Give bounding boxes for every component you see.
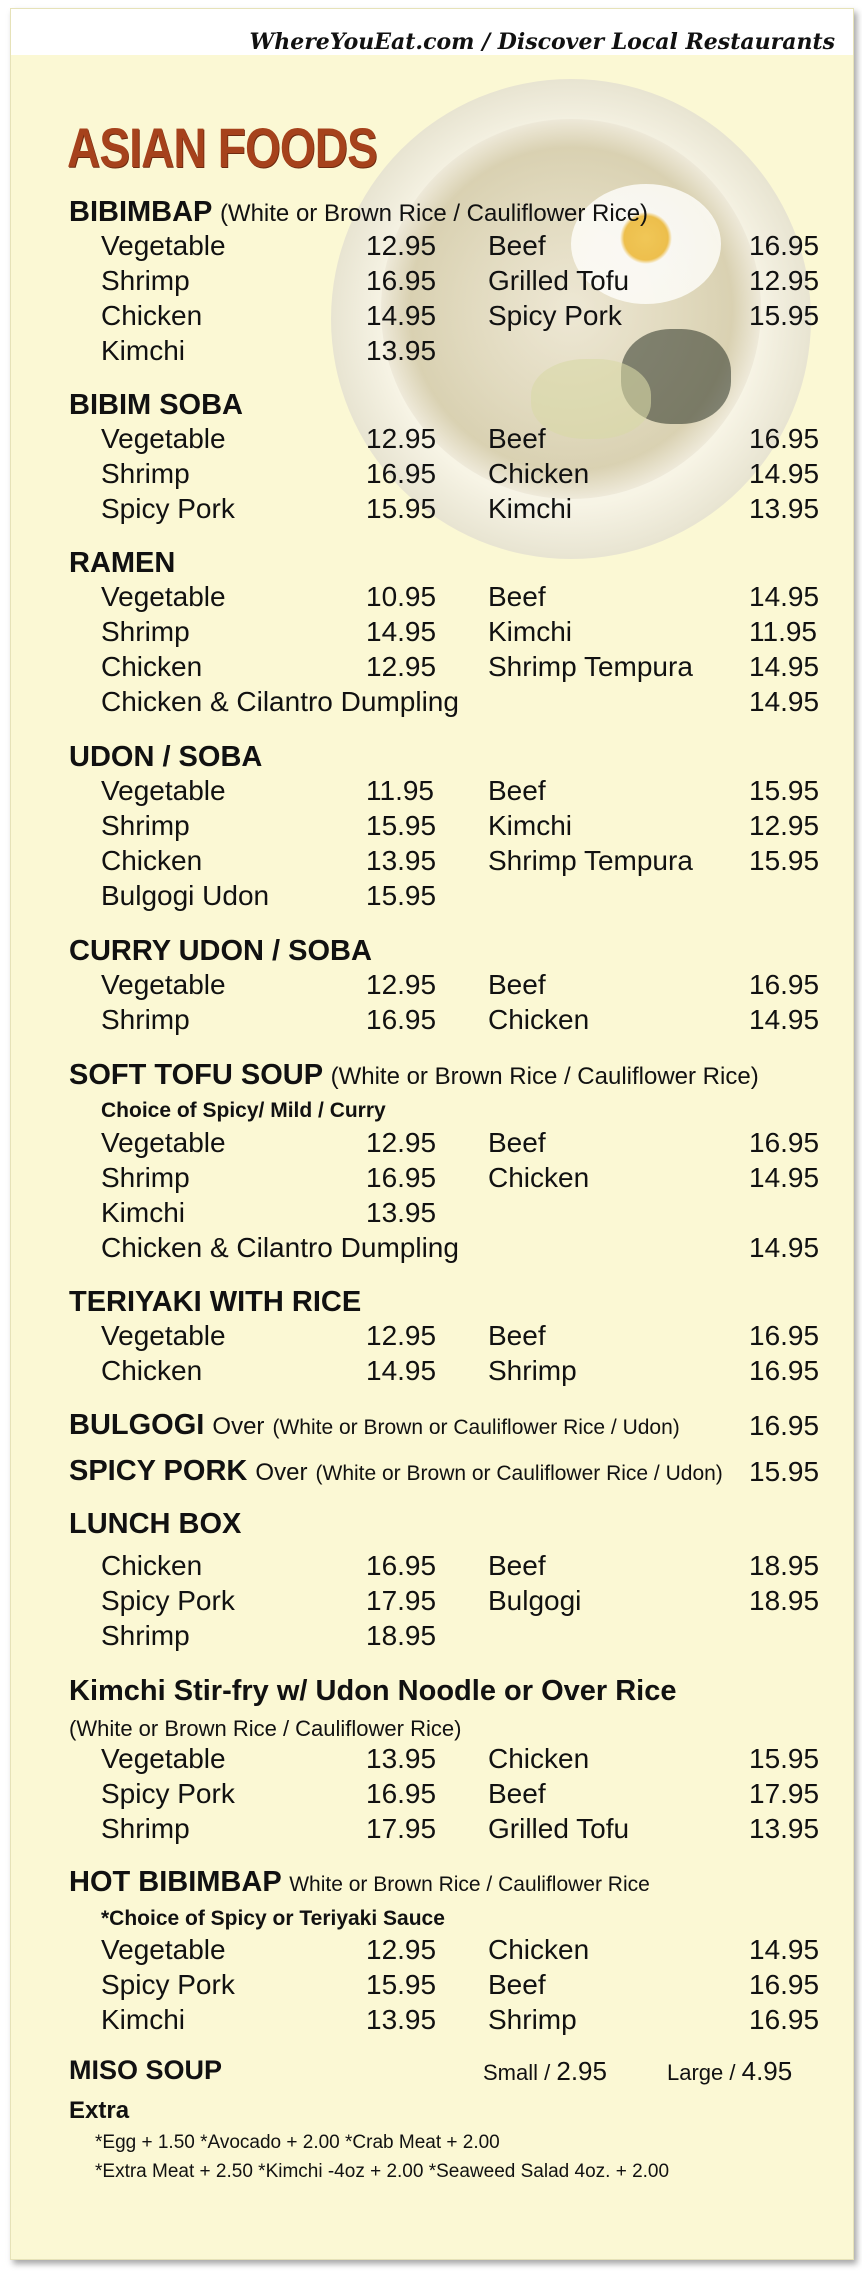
menu-item-price: 16.95 [749, 2004, 820, 2035]
extra-line-2: *Extra Meat + 2.50 *Kimchi -4oz + 2.00 *Seaweed Salad 4oz. + 2.00 [95, 2161, 670, 2182]
section-lunch-box-heading: LUNCH BOX [69, 1508, 242, 1540]
menu-item-price: 12.95 [366, 230, 437, 261]
menu-item-price: 14.95 [749, 458, 820, 489]
extra-line-1: *Egg + 1.50 *Avocado + 2.00 *Crab Meat + 2.00 [95, 2132, 500, 2153]
menu-item-name: Shrimp [101, 810, 190, 841]
section-over: Over [212, 1413, 265, 1440]
menu-item-name: Shrimp [101, 1162, 190, 1193]
menu-item-price: 13.95 [366, 1743, 437, 1774]
section-teriyaki-heading: TERIYAKI WITH RICE [69, 1286, 362, 1318]
menu-item-price: 13.95 [749, 493, 820, 524]
menu-item-name: Beef [488, 775, 546, 806]
menu-item-name: Spicy Pork [488, 300, 622, 331]
menu-item-price: 13.95 [366, 845, 437, 876]
menu-item-price: 15.95 [749, 1743, 820, 1774]
menu-item-price: 14.95 [749, 1934, 820, 1965]
menu-item-name: Beef [488, 1778, 546, 1809]
menu-item-price: 15.95 [366, 1969, 437, 2000]
miso-large-label: Large / [667, 2060, 736, 2085]
menu-item-name: Chicken [101, 651, 203, 682]
section-choice-note: *Choice of Spicy or Teriyaki Sauce [101, 1907, 445, 1930]
menu-item-price: 17.95 [366, 1813, 437, 1844]
menu-item-name: Vegetable [101, 1127, 226, 1158]
menu-item-name: Spicy Pork [101, 493, 235, 524]
menu-item-name: Vegetable [101, 1743, 226, 1774]
miso-small [483, 2056, 607, 2087]
menu-item-name: Chicken [101, 1550, 203, 1581]
menu-item-price: 16.95 [366, 1550, 437, 1581]
menu-item-name: Chicken [488, 1743, 590, 1774]
menu-item-name: Vegetable [101, 1320, 226, 1351]
menu-item-price: 18.95 [749, 1585, 820, 1616]
menu-item-name: Kimchi [488, 493, 573, 524]
menu-item-price: 13.95 [366, 335, 437, 366]
menu-item-name: Chicken [101, 845, 203, 876]
menu-item-price: 17.95 [366, 1585, 437, 1616]
menu-item-name: Bulgogi Udon [101, 880, 270, 911]
section-subnote: (White or Brown Rice / Cauliflower Rice) [69, 1716, 462, 1741]
menu-item-name: Vegetable [101, 423, 226, 454]
menu-item-name: Vegetable [101, 230, 226, 261]
menu-item-price: 14.95 [749, 651, 820, 682]
section-note: White or Brown Rice / Cauliflower Rice [289, 1873, 650, 1896]
section-extra-heading: Extra [69, 2097, 130, 2124]
menu-item-price: 16.95 [366, 1162, 437, 1193]
menu-item-name: Beef [488, 581, 546, 612]
menu-item-price: 18.95 [749, 1550, 820, 1581]
section-price: 16.95 [749, 1410, 820, 1441]
section-name: SPICY PORK [69, 1455, 248, 1487]
menu-item-name: Kimchi [101, 1197, 186, 1228]
section-price: 15.95 [749, 1456, 820, 1487]
section-curry-heading: CURRY UDON / SOBA [69, 935, 372, 967]
menu-item-name: Spicy Pork [101, 1969, 235, 2000]
menu-item-price: 15.95 [749, 845, 820, 876]
section-hot-bibimbap-heading [69, 1866, 650, 1899]
menu-item-name: Shrimp [488, 2004, 577, 2035]
menu-item-price: 14.95 [749, 581, 820, 612]
section-udon-soba-heading: UDON / SOBA [69, 741, 263, 773]
menu-item-name: Chicken & Cilantro Dumpling [101, 1232, 459, 1263]
section-note: (White or Brown or Cauliflower Rice / Udon) [272, 1416, 680, 1439]
section-spicy-pork-heading [69, 1455, 723, 1488]
menu-item-price: 12.95 [749, 810, 820, 841]
bean-sprouts-photo [531, 359, 651, 439]
section-name: HOT BIBIMBAP [69, 1866, 282, 1898]
menu-title: ASIAN FOODS [67, 116, 377, 179]
section-over: Over [255, 1459, 308, 1486]
menu-item-price: 15.95 [749, 775, 820, 806]
menu-item-price: 12.95 [749, 265, 820, 296]
menu-item-price: 14.95 [749, 1162, 820, 1193]
menu-item-price: 11.95 [366, 775, 434, 806]
section-choice-note: Choice of Spicy/ Mild / Curry [101, 1099, 386, 1122]
menu-item-name: Shrimp [101, 1813, 190, 1844]
site-banner: WhereYouEat.com / Discover Local Restaurants [249, 29, 835, 55]
menu-item-price: 14.95 [366, 1355, 437, 1386]
menu-item-name: Chicken [488, 458, 590, 489]
section-name: BIBIMBAP [69, 196, 212, 228]
menu-item-name: Grilled Tofu [488, 1813, 630, 1844]
menu-item-price: 14.95 [749, 1232, 820, 1263]
menu-item-name: Kimchi [101, 335, 186, 366]
section-note: (White or Brown Rice / Cauliflower Rice) [219, 200, 649, 227]
menu-item-price: 13.95 [749, 1813, 820, 1844]
menu-item-name: Beef [488, 230, 546, 261]
header-bar [11, 9, 853, 55]
miso-small-price: 2.95 [556, 2056, 607, 2086]
menu-item-price: 14.95 [749, 1004, 820, 1035]
menu-item-price: 16.95 [366, 1004, 437, 1035]
menu-item-name: Vegetable [101, 969, 226, 1000]
menu-item-name: Chicken [101, 300, 203, 331]
miso-small-label: Small / [483, 2060, 551, 2085]
menu-item-price: 12.95 [366, 423, 437, 454]
menu-item-name: Vegetable [101, 1934, 226, 1965]
menu-item-name: Vegetable [101, 581, 226, 612]
menu-item-name: Shrimp [101, 458, 190, 489]
menu-item-name: Beef [488, 1969, 546, 2000]
section-miso-heading: MISO SOUP [69, 2055, 223, 2085]
menu-item-name: Beef [488, 1127, 546, 1158]
menu-item-name: Kimchi [488, 810, 573, 841]
menu-item-name: Chicken [488, 1004, 590, 1035]
menu-item-price: 18.95 [366, 1620, 437, 1651]
menu-item-price: 14.95 [749, 686, 820, 717]
menu-item-price: 16.95 [749, 230, 820, 261]
menu-item-price: 13.95 [366, 2004, 437, 2035]
menu-item-name: Kimchi [488, 616, 573, 647]
menu-item-price: 12.95 [366, 651, 437, 682]
section-name: BULGOGI [69, 1409, 205, 1441]
menu-item-name: Chicken [488, 1162, 590, 1193]
section-bibim-soba-heading: BIBIM SOBA [69, 389, 243, 421]
menu-item-price: 10.95 [366, 581, 437, 612]
menu-item-name: Shrimp [101, 1620, 190, 1651]
menu-item-name: Spicy Pork [101, 1778, 235, 1809]
menu-item-price: 17.95 [749, 1778, 820, 1809]
section-note: (White or Brown or Cauliflower Rice / Udon) [315, 1462, 723, 1485]
menu-item-price: 15.95 [366, 880, 437, 911]
menu-item-name: Vegetable [101, 775, 226, 806]
section-name: SOFT TOFU SOUP [69, 1059, 323, 1091]
menu-item-price: 16.95 [366, 458, 437, 489]
menu-item-price: 14.95 [366, 616, 437, 647]
menu-item-name: Shrimp [101, 616, 190, 647]
menu-item-name: Shrimp [101, 1004, 190, 1035]
menu-item-price: 13.95 [366, 1197, 437, 1228]
menu-item-price: 16.95 [366, 1778, 437, 1809]
menu-item-name: Beef [488, 969, 546, 1000]
miso-large-price: 4.95 [741, 2056, 793, 2086]
section-note: (White or Brown Rice / Cauliflower Rice) [330, 1063, 759, 1090]
menu-item-price: 12.95 [366, 969, 437, 1000]
miso-large [667, 2056, 792, 2087]
menu-item-name: Shrimp [488, 1355, 577, 1386]
menu-card [10, 8, 854, 2260]
menu-item-name: Kimchi [101, 2004, 186, 2035]
menu-item-name: Chicken [488, 1934, 590, 1965]
section-bibimbap-heading [69, 196, 648, 229]
menu-item-price: 12.95 [366, 1320, 437, 1351]
menu-item-price: 14.95 [366, 300, 437, 331]
menu-item-name: Bulgogi [488, 1585, 582, 1616]
menu-item-price: 12.95 [366, 1934, 437, 1965]
menu-item-name: Shrimp Tempura [488, 845, 693, 876]
menu-item-price: 16.95 [366, 265, 437, 296]
menu-item-name: Chicken [101, 1355, 203, 1386]
menu-item-price: 15.95 [366, 810, 437, 841]
menu-item-price: 11.95 [749, 616, 817, 647]
menu-item-name: Beef [488, 1320, 546, 1351]
menu-item-price: 15.95 [749, 300, 820, 331]
menu-item-name: Grilled Tofu [488, 265, 630, 296]
menu-item-price: 16.95 [749, 1355, 820, 1386]
menu-item-price: 16.95 [749, 969, 820, 1000]
menu-item-name: Beef [488, 423, 546, 454]
menu-item-name: Shrimp [101, 265, 190, 296]
menu-item-name: Beef [488, 1550, 546, 1581]
section-ramen-heading: RAMEN [69, 547, 176, 579]
menu-item-price: 16.95 [749, 1969, 820, 2000]
menu-item-price: 16.95 [749, 423, 820, 454]
menu-item-name: Spicy Pork [101, 1585, 235, 1616]
menu-item-price: 16.95 [749, 1127, 820, 1158]
menu-item-name: Shrimp Tempura [488, 651, 693, 682]
menu-item-price: 15.95 [366, 493, 437, 524]
menu-item-price: 12.95 [366, 1127, 437, 1158]
section-kimchi-stirfry-heading: Kimchi Stir-fry w/ Udon Noodle or Over Rice [69, 1675, 677, 1707]
menu-item-price: 16.95 [749, 1320, 820, 1351]
section-tofu-heading [69, 1059, 759, 1092]
section-bulgogi-heading [69, 1409, 680, 1442]
menu-item-name: Chicken & Cilantro Dumpling [101, 686, 459, 717]
